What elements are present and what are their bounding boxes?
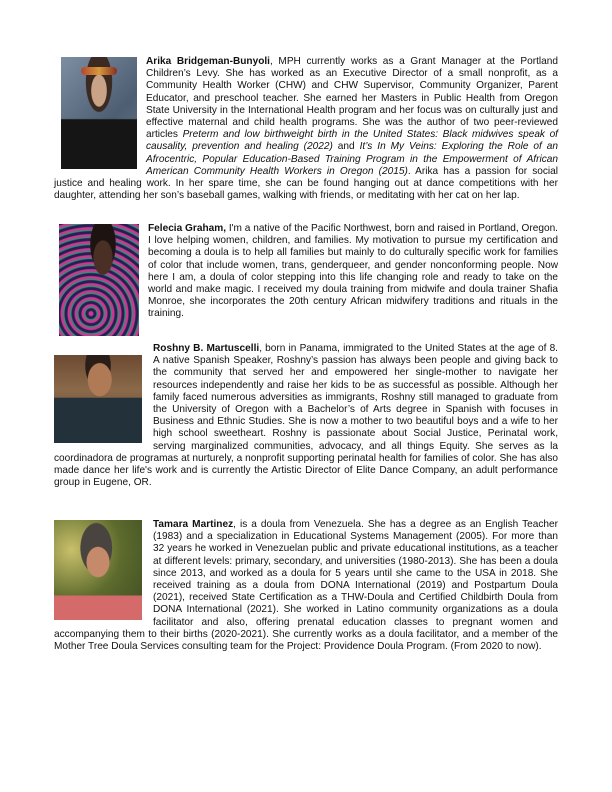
bio-tamara <box>54 519 558 653</box>
bio-roshny <box>54 343 558 489</box>
bio-name: Roshny B. Martuscelli <box>153 343 260 354</box>
bio-name: Tamara Martinez <box>153 519 234 530</box>
portrait-roshny <box>54 355 142 443</box>
bio-body: , MPH currently works as a Grant Manager at the Portland Children’s Levy. She has worked as an Executive Director of a small nonprofit, as a Community Health Worker (CHW) and CHW Supervisor, Community Organizer, Parent Educator, and preschool teacher. She earned her Masters in Public Health from Oregon State University in the International Health program and her focus was on culturally just and effective maternal and child health programs. She was the author of two peer-reviewed articles <box>146 56 558 141</box>
bio-body: I'm a native of the Pacific Northwest, born and raised in Portland, Oregon. I love helping women, children, and families. My motivation to pursue my certification and becoming a doula is to help all families but mainly to do culturally specific work for families of color that include women, trans, genderqueer, and gender nonconforming people. Now here I am, a doula of color stepping into this life changing role and ready to take on the world and make magic. I received my doula training from midwife and doula trainer Shafia Monroe, she incorporates the 20th century African midwifery traditions and rituals in the training. <box>148 223 558 320</box>
bio-arika <box>54 56 558 202</box>
portrait-tamara <box>54 520 142 620</box>
portrait-felecia <box>59 224 139 336</box>
article-title: It’s In My Veins: Exploring the Role of an Afrocentric, Popular Education-Based Training Program in the Empowerment of African American Community Health Workers in Oregon (2015) <box>146 141 558 177</box>
article-title: Preterm and low birthweight birth in the United States: Black midwives speak of causality, prevention and healing (2022) <box>146 129 558 153</box>
portrait-arika <box>61 57 137 169</box>
bio-name: Felecia Graham, <box>148 223 226 234</box>
bio-body: . Arika has a passion for social justice and healing work. In her spare time, she can be found hanging out at dance competitions with her daughter, attending her son’s baseball games, walking with friends, or meditating with her cat on her lap. <box>54 165 558 202</box>
bio-body: , born in Panama, immigrated to the United States at the age of 8. A native Spanish Speaker, Roshny’s passion has always been people and giving back to the community that served her and empowered her single-mother to navigate her resources independently and raise her kids to be as successful as possible. Although her family faced numerous adversities as immigrants, Roshny still managed to graduate from the University of Oregon with a Bachelor’s of Arts degree in Spanish with focuses in Business and Ethnic Studies. She is now a mother to two beautiful boys and a wife to her high school sweetheart. Roshny is passionate about Social Justice, Perinatal work, serving marginalized communities, advocacy, and all things Equity. She serves as la coordinadora de programas at nurturely, a nonprofit supporting perinatal health for families of color. She has also made dance her life's work and is currently the Artistic Director of Elite Dance Company, an adult performance group in Eugene, OR. <box>54 343 558 489</box>
bio-name: Arika Bridgeman-Bunyoli <box>146 56 270 67</box>
bio-body: , is a doula from Venezuela. She has a degree as an English Teacher (1983) and a specialization in Educational Systems Management (2005). For more than 32 years he worked in Venezuelan public and private educational institutions, as a teacher at different levels: primary, secondary, and universities (1980-2013). She has been a doula since 2013, and worked as a doula for 5 years until she came to the USA in 2018. She received training as a doula from DONA International (2019) and Postpartum Doula (2021), received State Certification as a THW-Doula and Certified Childbirth Doula from DONA International (2021). She worked in Latino community organizations as a doula facilitator and also, offering prenatal education classes to pregnant women and accompanying them to their births (2020-2021). She currently works as a doula facilitator, and a member of the Mother Tree Doula Services consulting team for the Project: Providence Doula Program. (From 2020 to now). <box>54 519 559 653</box>
bio-body: and <box>332 141 360 153</box>
bio-felecia <box>54 223 558 336</box>
